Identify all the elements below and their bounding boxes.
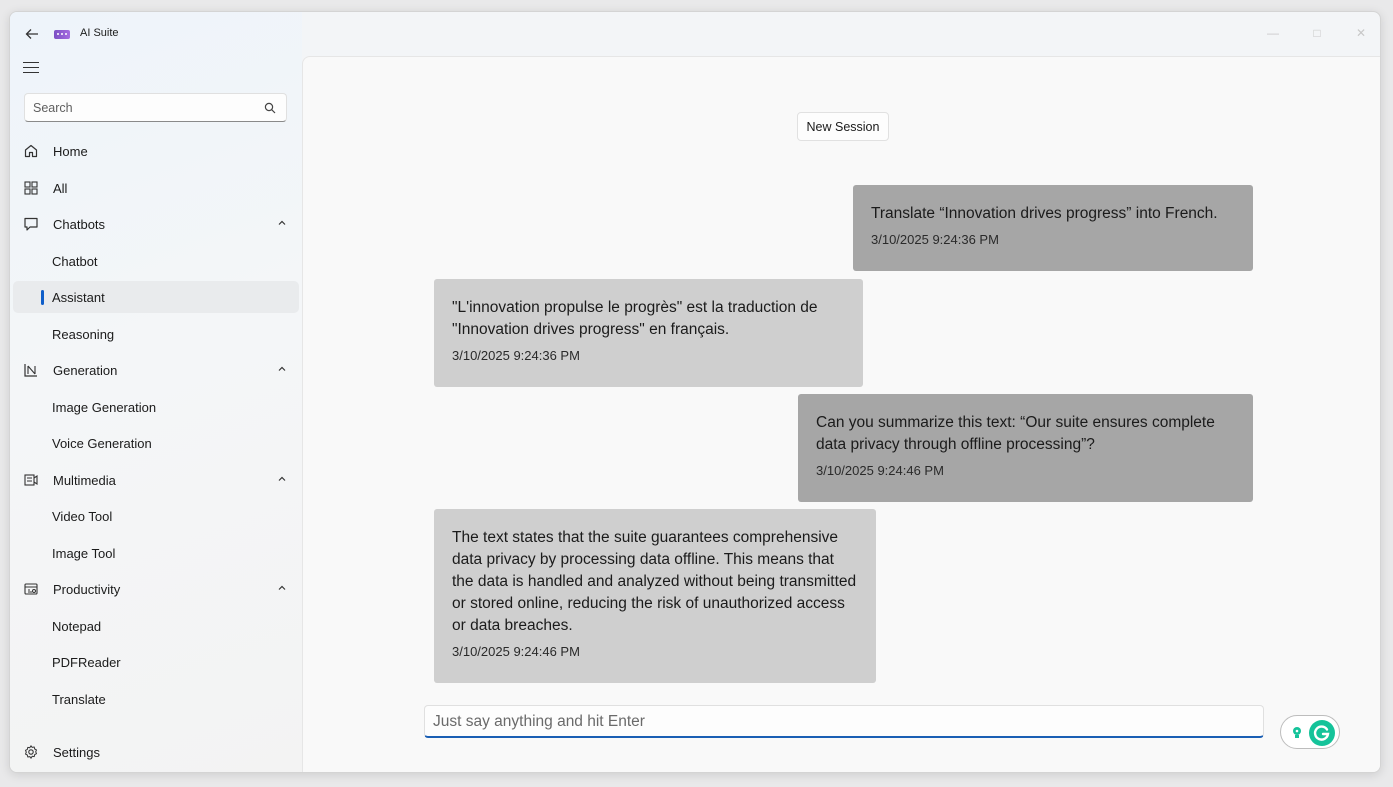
back-button[interactable] bbox=[22, 24, 42, 44]
app-window bbox=[9, 11, 1381, 773]
chevron-up-icon[interactable] bbox=[277, 364, 287, 374]
generation-icon bbox=[23, 362, 39, 378]
message-text: "L'innovation propulse le progrès" est la traduction de "Innovation drives progress" en français. bbox=[452, 299, 818, 338]
chevron-up-icon[interactable] bbox=[277, 583, 287, 593]
message-text: Translate “Innovation drives progress” into French. bbox=[871, 205, 1218, 222]
sidebar-item-chatbot[interactable]: Chatbot bbox=[52, 254, 98, 269]
chevron-up-icon[interactable] bbox=[277, 218, 287, 228]
sidebar-item-image-generation[interactable]: Image Generation bbox=[52, 400, 157, 415]
chat-icon bbox=[23, 216, 39, 232]
sidebar-item-translate[interactable]: Translate bbox=[52, 692, 106, 707]
sidebar-item-video-tool[interactable]: Video Tool bbox=[52, 509, 113, 524]
sidebar-item-notepad[interactable]: Notepad bbox=[52, 619, 102, 634]
chevron-up-icon[interactable] bbox=[277, 474, 287, 484]
new-session-button[interactable]: New Session bbox=[797, 112, 889, 141]
assistant-message bbox=[434, 509, 876, 683]
maximize-icon[interactable]: □ bbox=[1313, 26, 1321, 40]
message-text: The text states that the suite guarantees comprehensive data privacy by processing data offline. This means that the data is handled and analyzed without being transmitted or stored online, reducing the risk of unauthorized access or data breaches. bbox=[452, 529, 857, 634]
productivity-icon bbox=[23, 581, 39, 597]
message-timestamp: 3/10/2025 9:24:46 PM bbox=[452, 644, 580, 659]
message-timestamp: 3/10/2025 9:24:46 PM bbox=[816, 463, 944, 478]
app-logo-icon bbox=[54, 30, 70, 39]
hamburger-menu-icon[interactable] bbox=[23, 62, 39, 76]
sidebar-item-image-tool[interactable]: Image Tool bbox=[52, 546, 116, 561]
lightbulb-icon[interactable] bbox=[1291, 726, 1303, 740]
app-title: AI Suite bbox=[80, 27, 119, 39]
chat-input-box[interactable] bbox=[424, 705, 1264, 738]
grid-icon bbox=[23, 180, 39, 196]
search-icon[interactable] bbox=[264, 102, 276, 114]
message-timestamp: 3/10/2025 9:24:36 PM bbox=[452, 348, 580, 363]
chat-area bbox=[302, 56, 1381, 773]
sidebar-item-multimedia[interactable]: Multimedia bbox=[13, 464, 299, 496]
title-bar bbox=[10, 12, 1380, 56]
sidebar-item-voice-generation[interactable]: Voice Generation bbox=[52, 436, 152, 451]
user-message bbox=[853, 185, 1253, 271]
message-text: Can you summarize this text: “Our suite ensures complete data privacy through offline processing”? bbox=[816, 414, 1215, 453]
sidebar-item-chatbots[interactable]: Chatbots bbox=[13, 208, 299, 240]
sidebar-item-productivity[interactable]: Productivity bbox=[13, 573, 299, 605]
grammarly-logo-icon[interactable] bbox=[1309, 720, 1335, 746]
sidebar-item-settings[interactable]: Settings bbox=[13, 736, 299, 768]
home-icon bbox=[23, 143, 39, 159]
sidebar-item-home[interactable]: Home bbox=[13, 135, 299, 167]
grammarly-g-icon bbox=[1309, 720, 1335, 746]
search-input[interactable] bbox=[33, 99, 253, 117]
close-icon[interactable]: ✕ bbox=[1355, 26, 1367, 40]
sidebar-item-assistant[interactable]: Assistant bbox=[13, 281, 299, 313]
grammarly-widget[interactable] bbox=[1280, 715, 1340, 749]
assistant-message bbox=[434, 279, 863, 387]
sidebar-item-reasoning[interactable]: Reasoning bbox=[52, 327, 115, 342]
chat-input[interactable] bbox=[433, 712, 1233, 732]
sidebar-item-generation[interactable]: Generation bbox=[13, 354, 299, 386]
search-box[interactable] bbox=[24, 93, 287, 122]
user-message bbox=[798, 394, 1253, 502]
gear-icon bbox=[23, 744, 39, 760]
sidebar-item-all[interactable]: All bbox=[13, 172, 299, 204]
selection-indicator bbox=[41, 290, 44, 305]
message-timestamp: 3/10/2025 9:24:36 PM bbox=[871, 232, 999, 247]
minimize-icon[interactable]: — bbox=[1267, 26, 1279, 40]
back-arrow-icon bbox=[25, 27, 39, 41]
sidebar-item-pdfreader[interactable]: PDFReader bbox=[52, 655, 121, 670]
multimedia-icon bbox=[23, 472, 39, 488]
